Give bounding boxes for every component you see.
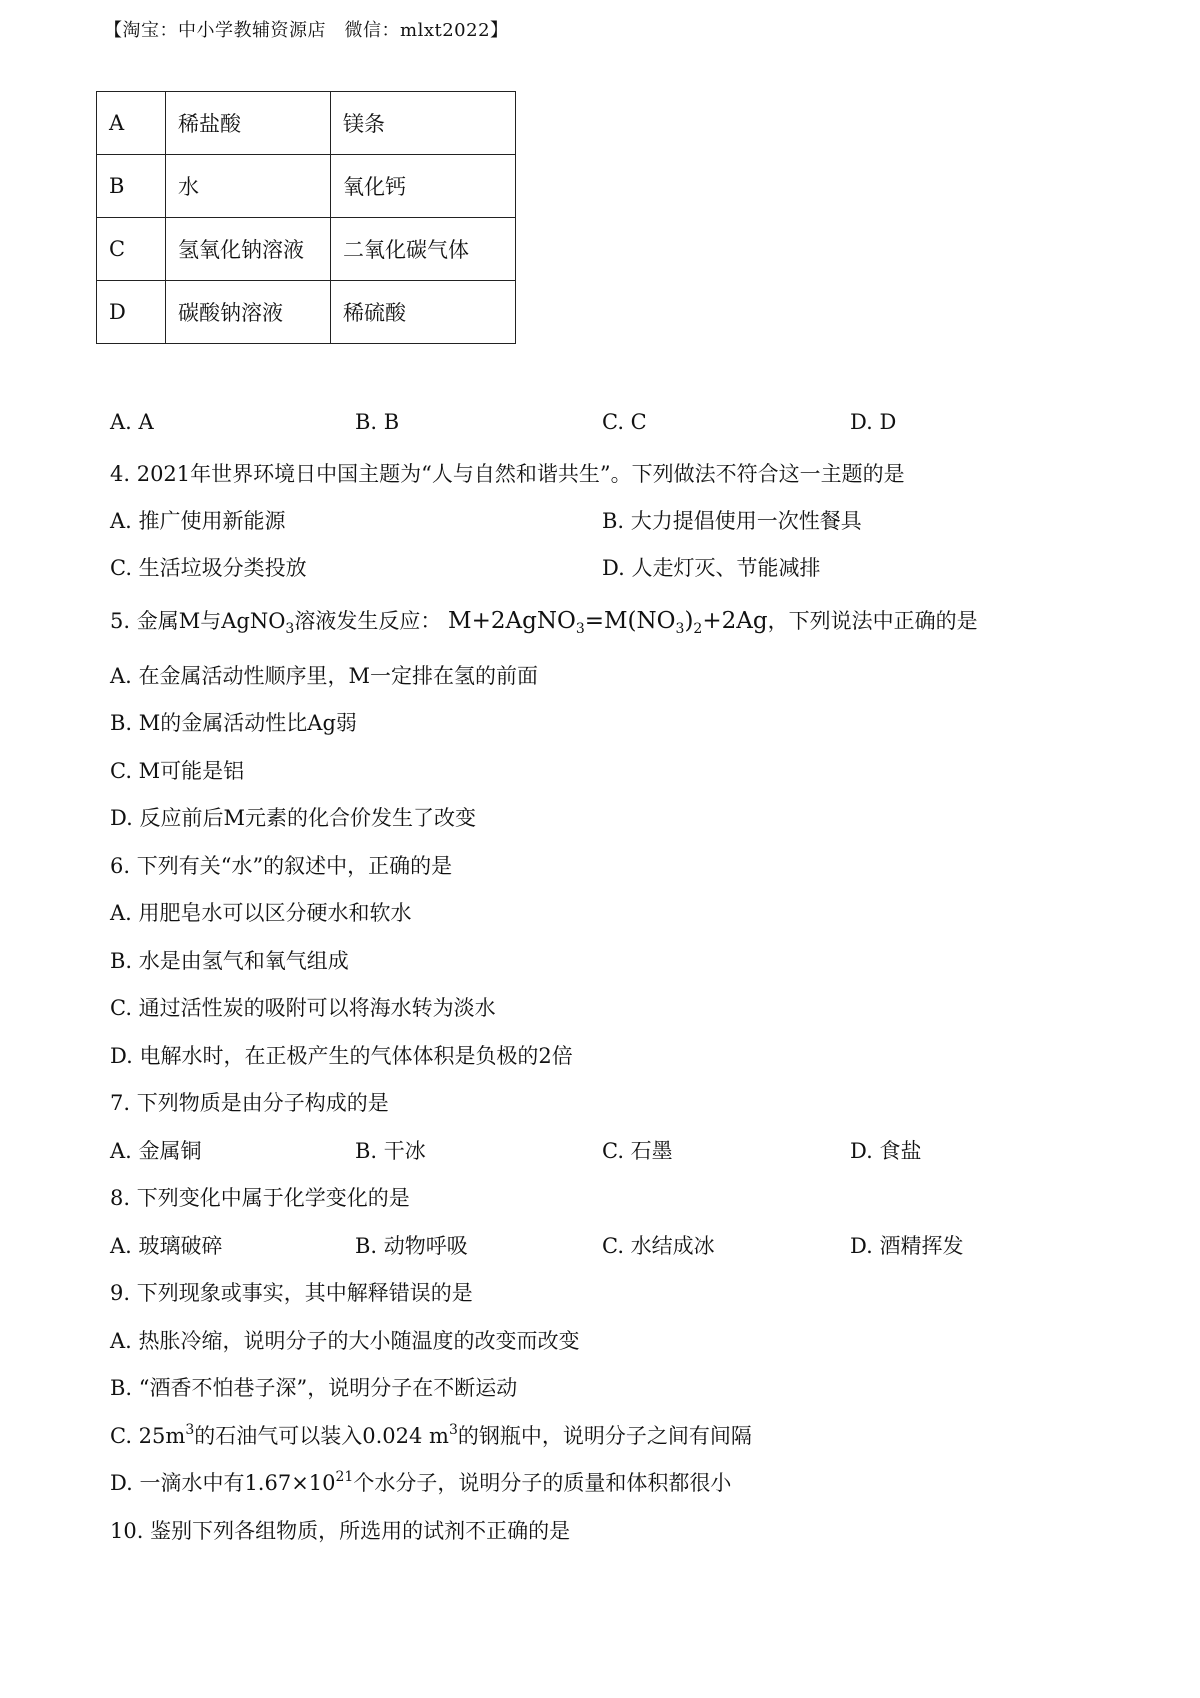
q9-stem: 9. 下列现象或事实，其中解释错误的是 — [110, 1281, 473, 1305]
page-header: 【淘宝：中小学教辅资源店 微信：mlxt2022】 — [104, 20, 509, 41]
table-row — [97, 92, 516, 155]
q5-option-b: B. M的金属活动性比Ag弱 — [110, 711, 357, 735]
q8-stem: 8. 下列变化中属于化学变化的是 — [110, 1186, 410, 1210]
q4-options-row1 — [110, 505, 1110, 535]
table-cell: 氧化钙 — [331, 155, 516, 218]
q4-option-b: B. 大力提倡使用一次性餐具 — [602, 509, 862, 533]
table-row — [97, 218, 516, 281]
q7-option-b: B. 干冰 — [355, 1139, 426, 1163]
q3-option-b: B. B — [355, 410, 400, 434]
q5-option-d: D. 反应前后M元素的化合价发生了改变 — [110, 806, 476, 830]
q7-option-d: D. 食盐 — [850, 1139, 922, 1163]
table-cell: D — [97, 281, 166, 344]
option-text: 个水分子，说明分子的质量和体积都很小 — [353, 1471, 732, 1495]
equation-subscript: 3 — [675, 621, 685, 637]
option-text: 的石油气可以装入0.024 m — [194, 1424, 449, 1448]
q8-option-a: A. 玻璃破碎 — [110, 1234, 223, 1258]
equation-subscript: 2 — [693, 621, 703, 637]
q5-stem-subscript: 3 — [285, 621, 295, 637]
q8-option-c: C. 水结成冰 — [602, 1234, 715, 1258]
q3-options — [110, 410, 1110, 440]
superscript: 3 — [185, 1422, 195, 1438]
q7-options — [110, 1135, 1110, 1165]
table-cell: C — [97, 218, 166, 281]
table-cell: 二氧化碳气体 — [331, 218, 516, 281]
q7-option-c: C. 石墨 — [602, 1139, 673, 1163]
q9-option-a: A. 热胀冷缩，说明分子的大小随温度的改变而改变 — [110, 1329, 580, 1353]
equation-part: M+2AgNO — [448, 608, 576, 634]
q7-option-a: A. 金属铜 — [110, 1139, 202, 1163]
reaction-equation — [448, 608, 768, 637]
q5-stem — [110, 605, 978, 637]
superscript: 3 — [448, 1422, 458, 1438]
q9-option-c — [110, 1420, 752, 1450]
q6-option-a: A. 用肥皂水可以区分硬水和软水 — [110, 901, 412, 925]
q6-option-d: D. 电解水时，在正极产生的气体体积是负极的2倍 — [110, 1044, 573, 1068]
q8-options — [110, 1230, 1110, 1260]
q5-stem-suffix: ，下列说法中正确的是 — [767, 609, 978, 633]
option-text: D. 一滴水中有1.67×10 — [110, 1471, 336, 1495]
q3-option-c: C. C — [602, 410, 647, 434]
q3-option-a: A. A — [110, 410, 154, 434]
table-cell: 稀硫酸 — [331, 281, 516, 344]
equation-part: ) — [684, 608, 694, 634]
reagent-table — [96, 91, 516, 344]
table-row — [97, 155, 516, 218]
q4-stem: 4. 2021年世界环境日中国主题为“人与自然和谐共生”。下列做法不符合这一主题的是 — [110, 462, 905, 486]
q6-stem: 6. 下列有关“水”的叙述中，正确的是 — [110, 854, 453, 878]
table-cell: B — [97, 155, 166, 218]
q4-option-c: C. 生活垃圾分类投放 — [110, 556, 307, 580]
table-row — [97, 281, 516, 344]
q5-stem-prefix: 5. 金属M与AgNO — [110, 609, 286, 633]
table-cell: A — [97, 92, 166, 155]
q8-option-d: D. 酒精挥发 — [850, 1234, 964, 1258]
table-cell: 碳酸钠溶液 — [166, 281, 331, 344]
table-cell: 水 — [166, 155, 331, 218]
equation-part: +2Ag — [702, 608, 768, 634]
q4-options-row2 — [110, 552, 1110, 582]
q10-stem: 10. 鉴别下列各组物质，所选用的试剂不正确的是 — [110, 1519, 571, 1543]
q4-option-d: D. 人走灯灭、节能减排 — [602, 556, 821, 580]
table-cell: 镁条 — [331, 92, 516, 155]
q5-stem-mid: 溶液发生反应： — [294, 609, 442, 633]
table-cell: 氢氧化钠溶液 — [166, 218, 331, 281]
q9-option-b: B. “酒香不怕巷子深”，说明分子在不断运动 — [110, 1376, 518, 1400]
q4-option-a: A. 推广使用新能源 — [110, 509, 286, 533]
q6-option-b: B. 水是由氢气和氧气组成 — [110, 949, 349, 973]
q5-option-a: A. 在金属活动性顺序里，M一定排在氢的前面 — [110, 664, 539, 688]
superscript: 21 — [335, 1469, 354, 1485]
q5-option-c: C. M可能是铝 — [110, 759, 245, 783]
equation-subscript: 3 — [575, 621, 585, 637]
q7-stem: 7. 下列物质是由分子构成的是 — [110, 1091, 389, 1115]
table-cell: 稀盐酸 — [166, 92, 331, 155]
q6-option-c: C. 通过活性炭的吸附可以将海水转为淡水 — [110, 996, 496, 1020]
option-text: 的钢瓶中，说明分子之间有间隔 — [457, 1424, 752, 1448]
q8-option-b: B. 动物呼吸 — [355, 1234, 468, 1258]
option-text: C. 25m — [110, 1424, 186, 1448]
q3-option-d: D. D — [850, 410, 897, 434]
q9-option-d — [110, 1467, 731, 1497]
equation-part: =M(NO — [584, 608, 676, 634]
